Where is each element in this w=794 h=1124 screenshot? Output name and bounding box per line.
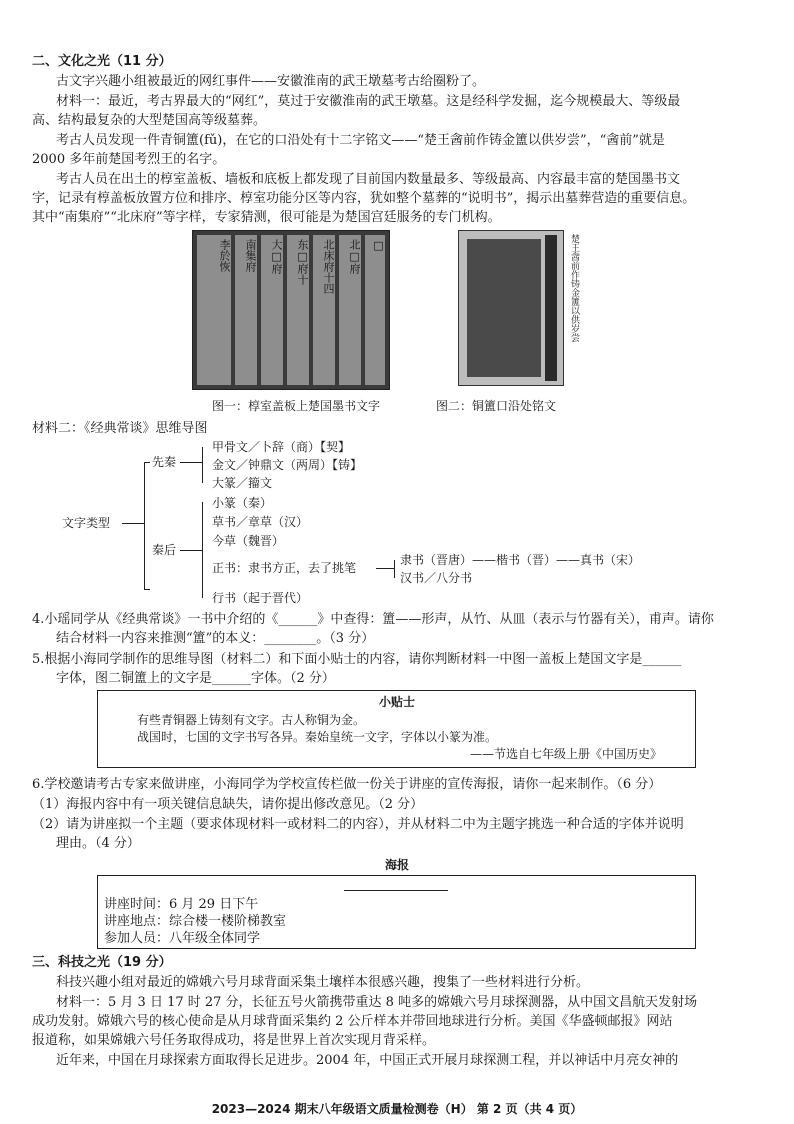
question-5-line: 5.根据小海同学制作的思维导图（材料二）和下面小贴士的内容，请你判断材料一中图一盖板上楚国文字是______ (32, 652, 682, 667)
figure1-inked-slips-image (192, 230, 390, 390)
mindmap-item: 行书（起于晋代） (212, 591, 309, 605)
poster-blank-line (344, 890, 448, 891)
question-5-line: 字体，图二铜簠上的文字是______字体。（2 分） (56, 671, 335, 686)
poster-time: 讲座时间：6 月 29 日下午 (104, 897, 259, 912)
mindmap-pre-qin: 先秦 (152, 455, 177, 469)
section3-material1: 材料一：5 月 3 日 17 时 27 分，长征五号火箭携带重达 8 吨多的嫦娥六号月球探测器，从中国文昌航天发射场 (56, 995, 698, 1010)
material1-line: 其中“南集府”“北床府”等字样，专家猜测，很可能是为楚国宫廷服务的专门机构。 (32, 210, 501, 225)
mindmap-item: 草书／章草（汉） (212, 515, 309, 529)
question-6-1: （1）海报内容中有一项关键信息缺失，请你提出修改意见。（2 分） (32, 797, 424, 812)
slip-text: 南集府 (244, 239, 257, 272)
question-6-2: 理由。（4 分） (56, 836, 140, 851)
slip-text: 东□府十 (296, 239, 309, 285)
mindmap-item: 小篆（秦） (212, 496, 273, 510)
mindmap-item: 汉书／八分书 (400, 571, 473, 585)
mindmap-zhengshu: 正书：隶书方正，去了挑笔 (212, 561, 357, 575)
slip-text: 大□府 (270, 239, 283, 274)
mindmap-item: 隶书（晋唐）——楷书（晋）——真书（宋） (400, 553, 641, 567)
section3-intro: 科技兴趣小组对最近的嫦娥六号月球背面采集土壤样本很感兴趣，搜集了一些材料进行分析。 (56, 975, 590, 990)
material1-line: 材料一：最近，考古界最大的“网红”，莫过于安徽淮南的武王墩墓。这是经科学发掘，迄今规模最大、等级最 (56, 94, 681, 109)
mindmap-post-qin: 秦后 (152, 543, 177, 557)
poster-title: 海报 (384, 858, 409, 872)
figure2-bronze-rim-image (458, 230, 564, 386)
question-6-line: 6.学校邀请考古专家来做讲座，小海同学为学校宣传栏做一份关于讲座的宣传海报，请你一起来制作。（6 分） (32, 777, 662, 792)
figure2-caption: 图二：铜簠口沿处铭文 (436, 399, 557, 413)
mindmap-item: 甲骨文／卜辞（商）【契】 (212, 440, 351, 454)
tip-line: 有些青铜器上铸刻有文字。古人称铜为金。 (137, 713, 366, 727)
figure2-inscription: 楚王酓前作铸金簠以供岁尝 (569, 234, 579, 342)
question-6-2: （2）请为讲座拟一个主题（要求体现材料一或材料二的内容），并从材料二中为主题字挑选一种合适的字体并说明 (32, 817, 684, 832)
material1-line: 高、结构最复杂的大型楚国高等级墓葬。 (32, 113, 267, 128)
section3-material1: 成功发射。嫦娥六号的核心使命是从月球背面采集约 2 公斤样本并带回地球进行分析。美国《华盛顿邮报》网站 (32, 1014, 673, 1029)
mindmap-item: 大篆／籀文 (212, 476, 273, 490)
tip-title: 小贴士 (378, 695, 415, 709)
mindmap-item: 今草（魏晋） (212, 534, 285, 548)
section2-intro: 古文字兴趣小组被最近的网红事件——安徽淮南的武王墩墓考古给圈粉了。 (56, 74, 486, 89)
question-4-line: 结合材料一内容来推测“簠”的本义：________。（3 分） (56, 631, 375, 646)
slip-text: 北床府十四 (322, 239, 335, 294)
page-footer: 2023—2024 期末八年级语文质量检测卷（H） 第 2 页（共 4 页） (211, 1102, 583, 1116)
figure1-caption: 图一：椁室盖板上楚国墨书文字 (212, 399, 381, 413)
slip-text: □ (372, 239, 385, 252)
mindmap-item: 金文／钟鼎文（两周）【铸】 (212, 458, 363, 472)
mindmap-root: 文字类型 (62, 516, 111, 530)
poster-place: 讲座地点：综合楼一楼阶梯教室 (104, 914, 287, 929)
material2-label: 材料二：《经典常谈》思维导图 (32, 421, 208, 436)
tip-line: 战国时，七国的文字书写各异。秦始皇统一文字，字体以小篆为准。 (137, 730, 498, 744)
section3-material1: 近年来，中国在月球探索方面取得长足进步。2004 年，中国正式开展月球探测工程，并以神话中月亮女神的 (56, 1053, 679, 1068)
material1-line: 考古人员发现一件青铜簠(fǔ)，在它的口沿处有十二字铭文——“楚王酓前作铸金簠以供岁尝”，“酓前”就是 (56, 133, 665, 148)
slip-text: 李於恢 (218, 239, 231, 272)
slip-text: 北□府 (348, 239, 361, 274)
material1-line: 2000 多年前楚国考烈王的名字。 (32, 152, 226, 167)
question-4-line: 4.小瑶同学从《经典常谈》一书中介绍的《______》中查得：簠——形声，从竹、从皿（表示与竹器有关），甫声。请你 (32, 612, 714, 627)
section2-heading: 二、文化之光（11 分） (32, 54, 172, 69)
material1-line: 字，记录有椁盖板放置方位和排序、椁室功能分区等内容，犹如整个墓葬的“说明书”，揭示出墓葬营造的重要信息。 (32, 191, 696, 206)
material1-line: 考古人员在出土的椁室盖板、墙板和底板上都发现了目前国内数量最多、等级最高、内容最丰富的楚国墨书文 (56, 172, 681, 187)
tip-source: ——节选自七年级上册《中国历史》 (470, 747, 663, 761)
section3-heading: 三、科技之光（19 分） (32, 955, 172, 970)
poster-people: 参加人员：八年级全体同学 (104, 931, 261, 946)
section3-material1: 报道称，如果嫦娥六号任务取得成功，将是世界上首次实现月背采样。 (32, 1033, 436, 1048)
